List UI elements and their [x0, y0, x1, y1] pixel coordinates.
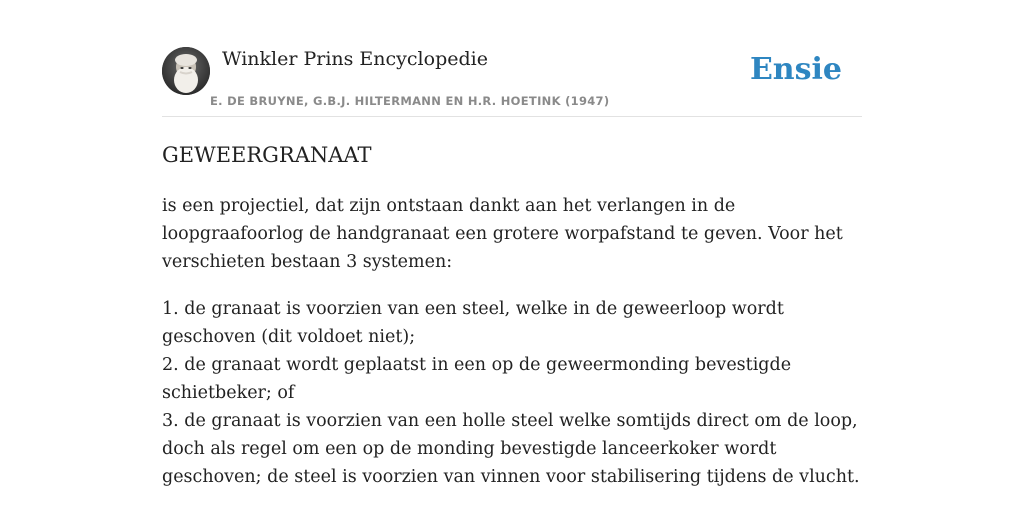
site-title[interactable]: Winkler Prins Encyclopedie	[222, 48, 488, 70]
article-title: GEWEERGRANAAT	[162, 143, 372, 167]
authors-credit: E. DE BRUYNE, G.B.J. HILTERMANN EN H.R. HOETINK (1947)	[210, 94, 610, 108]
system-item-1: 1. de granaat is voorzien van een steel, welke in de geweerloop wordt geschoven (dit voldoet niet);	[162, 299, 784, 347]
system-item-2: 2. de granaat wordt geplaatst in een op de geweermonding bevestigde schietbeker; of	[162, 355, 792, 403]
system-item-3: 3. de granaat is voorzien van een holle steel welke somtijds direct om de loop, doch als regel om een op de monding bevestigde lanceerkoker wordt geschoven; de steel is voorzien van vinnen voor stabilisering tijdens de vlucht.	[162, 411, 860, 487]
site-header	[162, 46, 862, 117]
brand-logo[interactable]: Ensie	[749, 52, 842, 87]
article-intro: is een projectiel, dat zijn ontstaan dankt aan het verlangen in de loopgraafoorlog de handgranaat een grotere worpafstand te geven. Voor het verschieten bestaan 3 systemen:	[162, 196, 843, 272]
article	[162, 140, 864, 491]
author-portrait-icon	[162, 47, 210, 95]
